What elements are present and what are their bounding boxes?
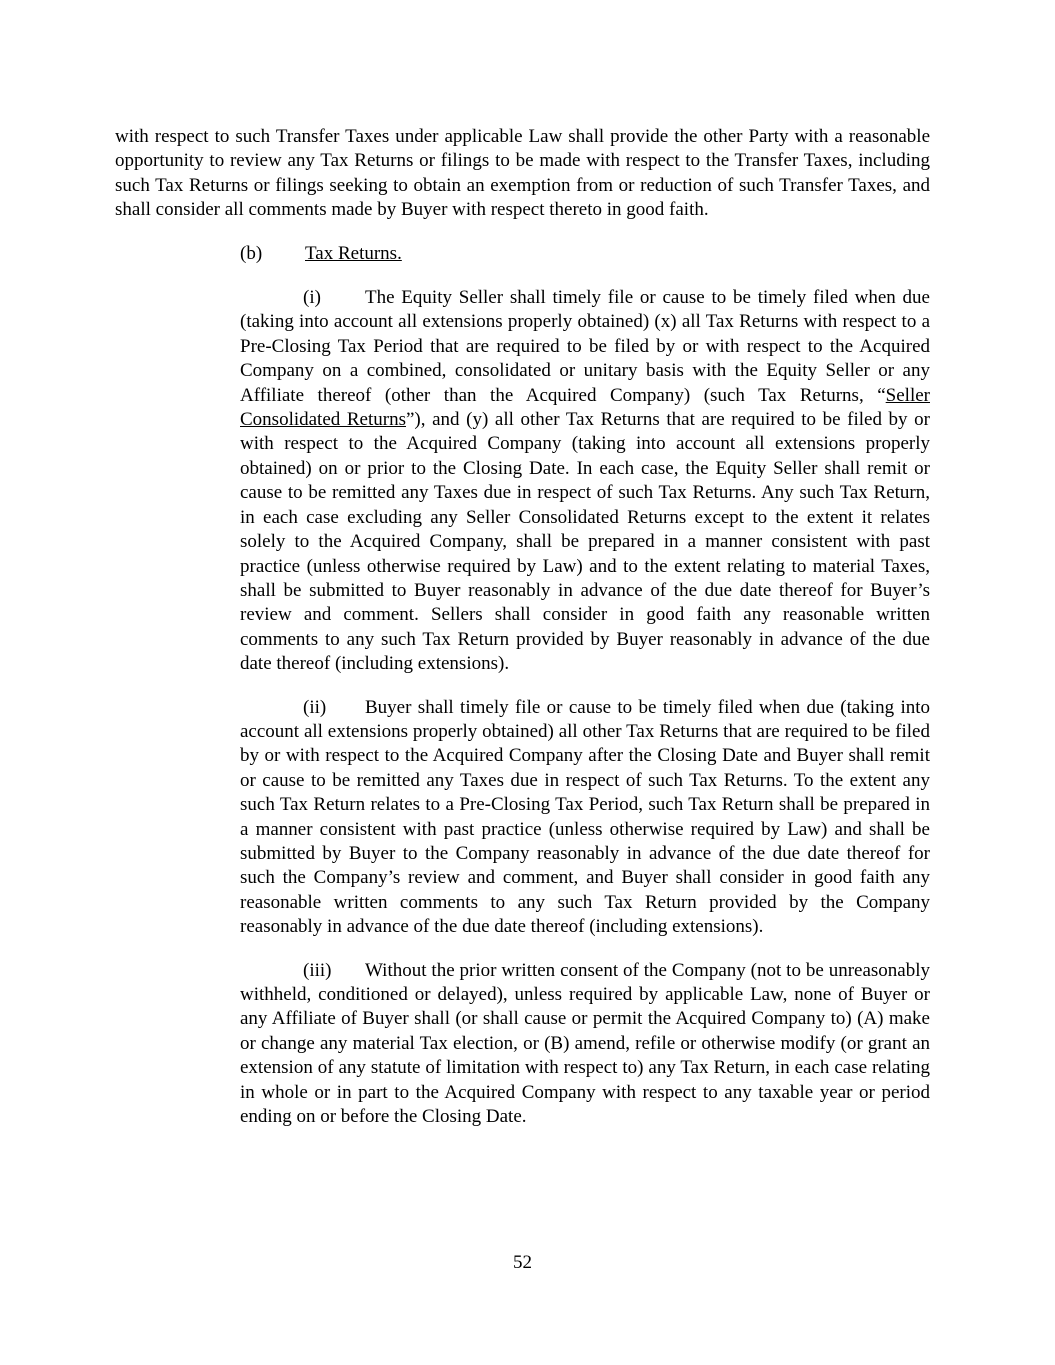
clause-ii-text: Buyer shall timely file or cause to be timely filed when due (taking into account all extensions properly obtained) all other Tax Returns that are required to be filed by or with respect to the Acquired Company after the Closing Date and Buyer shall remit or cause to be remitted any Taxes due in respect of such Tax Returns. To the extent any such Tax Return relates to a Pre-Closing Tax Period, such Tax Return shall be prepared in a manner consistent with past practice (unless otherwise required by Law) and shall be submitted by Buyer to the Company reasonably in advance of the due date thereof for such the Company’s review and comment, and Buyer shall consider in good faith any reasonable written comments to any such Tax Return provided by the Company reasonably in advance of the due date thereof (including extensions). (240, 696, 930, 938)
intro-paragraph (115, 125, 930, 223)
document-body (115, 125, 930, 1148)
clause-i-text-before: The Equity Seller shall timely file or cause to be timely filed when due (taking into account all extensions properly obtained) (x) all Tax Returns with respect to a Pre-Closing Tax Period that are required to be filed by or with respect to the Acquired Company on a combined, consolidated or unitary basis with the Equity Seller or any Affiliate thereof (other than the Acquired Company) (such Tax Returns, “ (240, 287, 930, 406)
clause-ii-label: (ii) (303, 696, 327, 718)
clause-ii (240, 696, 930, 940)
defined-term-seller-consolidated-returns: Seller Consolidated Returns (240, 384, 930, 431)
clause-i-label: (i) (303, 287, 321, 309)
clause-iii-label: (iii) (303, 959, 332, 981)
page-number: 52 (513, 1252, 532, 1273)
clause-i-text-after: ”), and (y) all other Tax Returns that are required to be filed by or with respect to the Acquired Company (taking into account all extensions properly obtained) on or prior to the Closing Date. In each case, the Equity Seller shall remit or cause to be remitted any Taxes due in respect of such Tax Returns. Any such Tax Return, in each case excluding any Seller Consolidated Returns except to the extent it relates solely to the Acquired Company, shall be prepared in a manner consistent with past practice (unless otherwise required by Law) and to the extent relating to material Taxes, shall be submitted to Buyer reasonably in advance of the due date thereof for Buyer’s review and comment. Sellers shall consider in good faith any reasonable written comments to any such Tax Return provided by Buyer reasonably in advance of the due date thereof (including extensions). (240, 409, 930, 675)
clause-iii-text: Without the prior written consent of the Company (not to be unreasonably withheld, conditioned or delayed), unless required by applicable Law, none of Buyer or any Affiliate of Buyer shall (or shall cause or permit the Acquired Company to) (A) make or change any material Tax election, or (B) amend, refile or otherwise modify (or grant an extension of any statute of limitation with respect to) any Tax Return, in each case relating in whole or in part to the Acquired Company with respect to any taxable year or period ending on or before the Closing Date. (240, 959, 930, 1128)
clause-iii (240, 959, 930, 1130)
section-b-label: (b) (240, 242, 263, 264)
section-b-title: Tax Returns. (305, 242, 402, 264)
intro-paragraph-text: with respect to such Transfer Taxes under applicable Law shall provide the other Party with a reasonable opportunity to review any Tax Returns or filings to be made with respect to the Transfer Taxes, including such Tax Returns or filings seeking to obtain an exemption from or reduction of such Transfer Taxes, and shall consider all comments made by Buyer with respect thereto in good faith. (115, 126, 930, 221)
section-b-heading (240, 242, 930, 266)
clause-i (240, 286, 930, 677)
